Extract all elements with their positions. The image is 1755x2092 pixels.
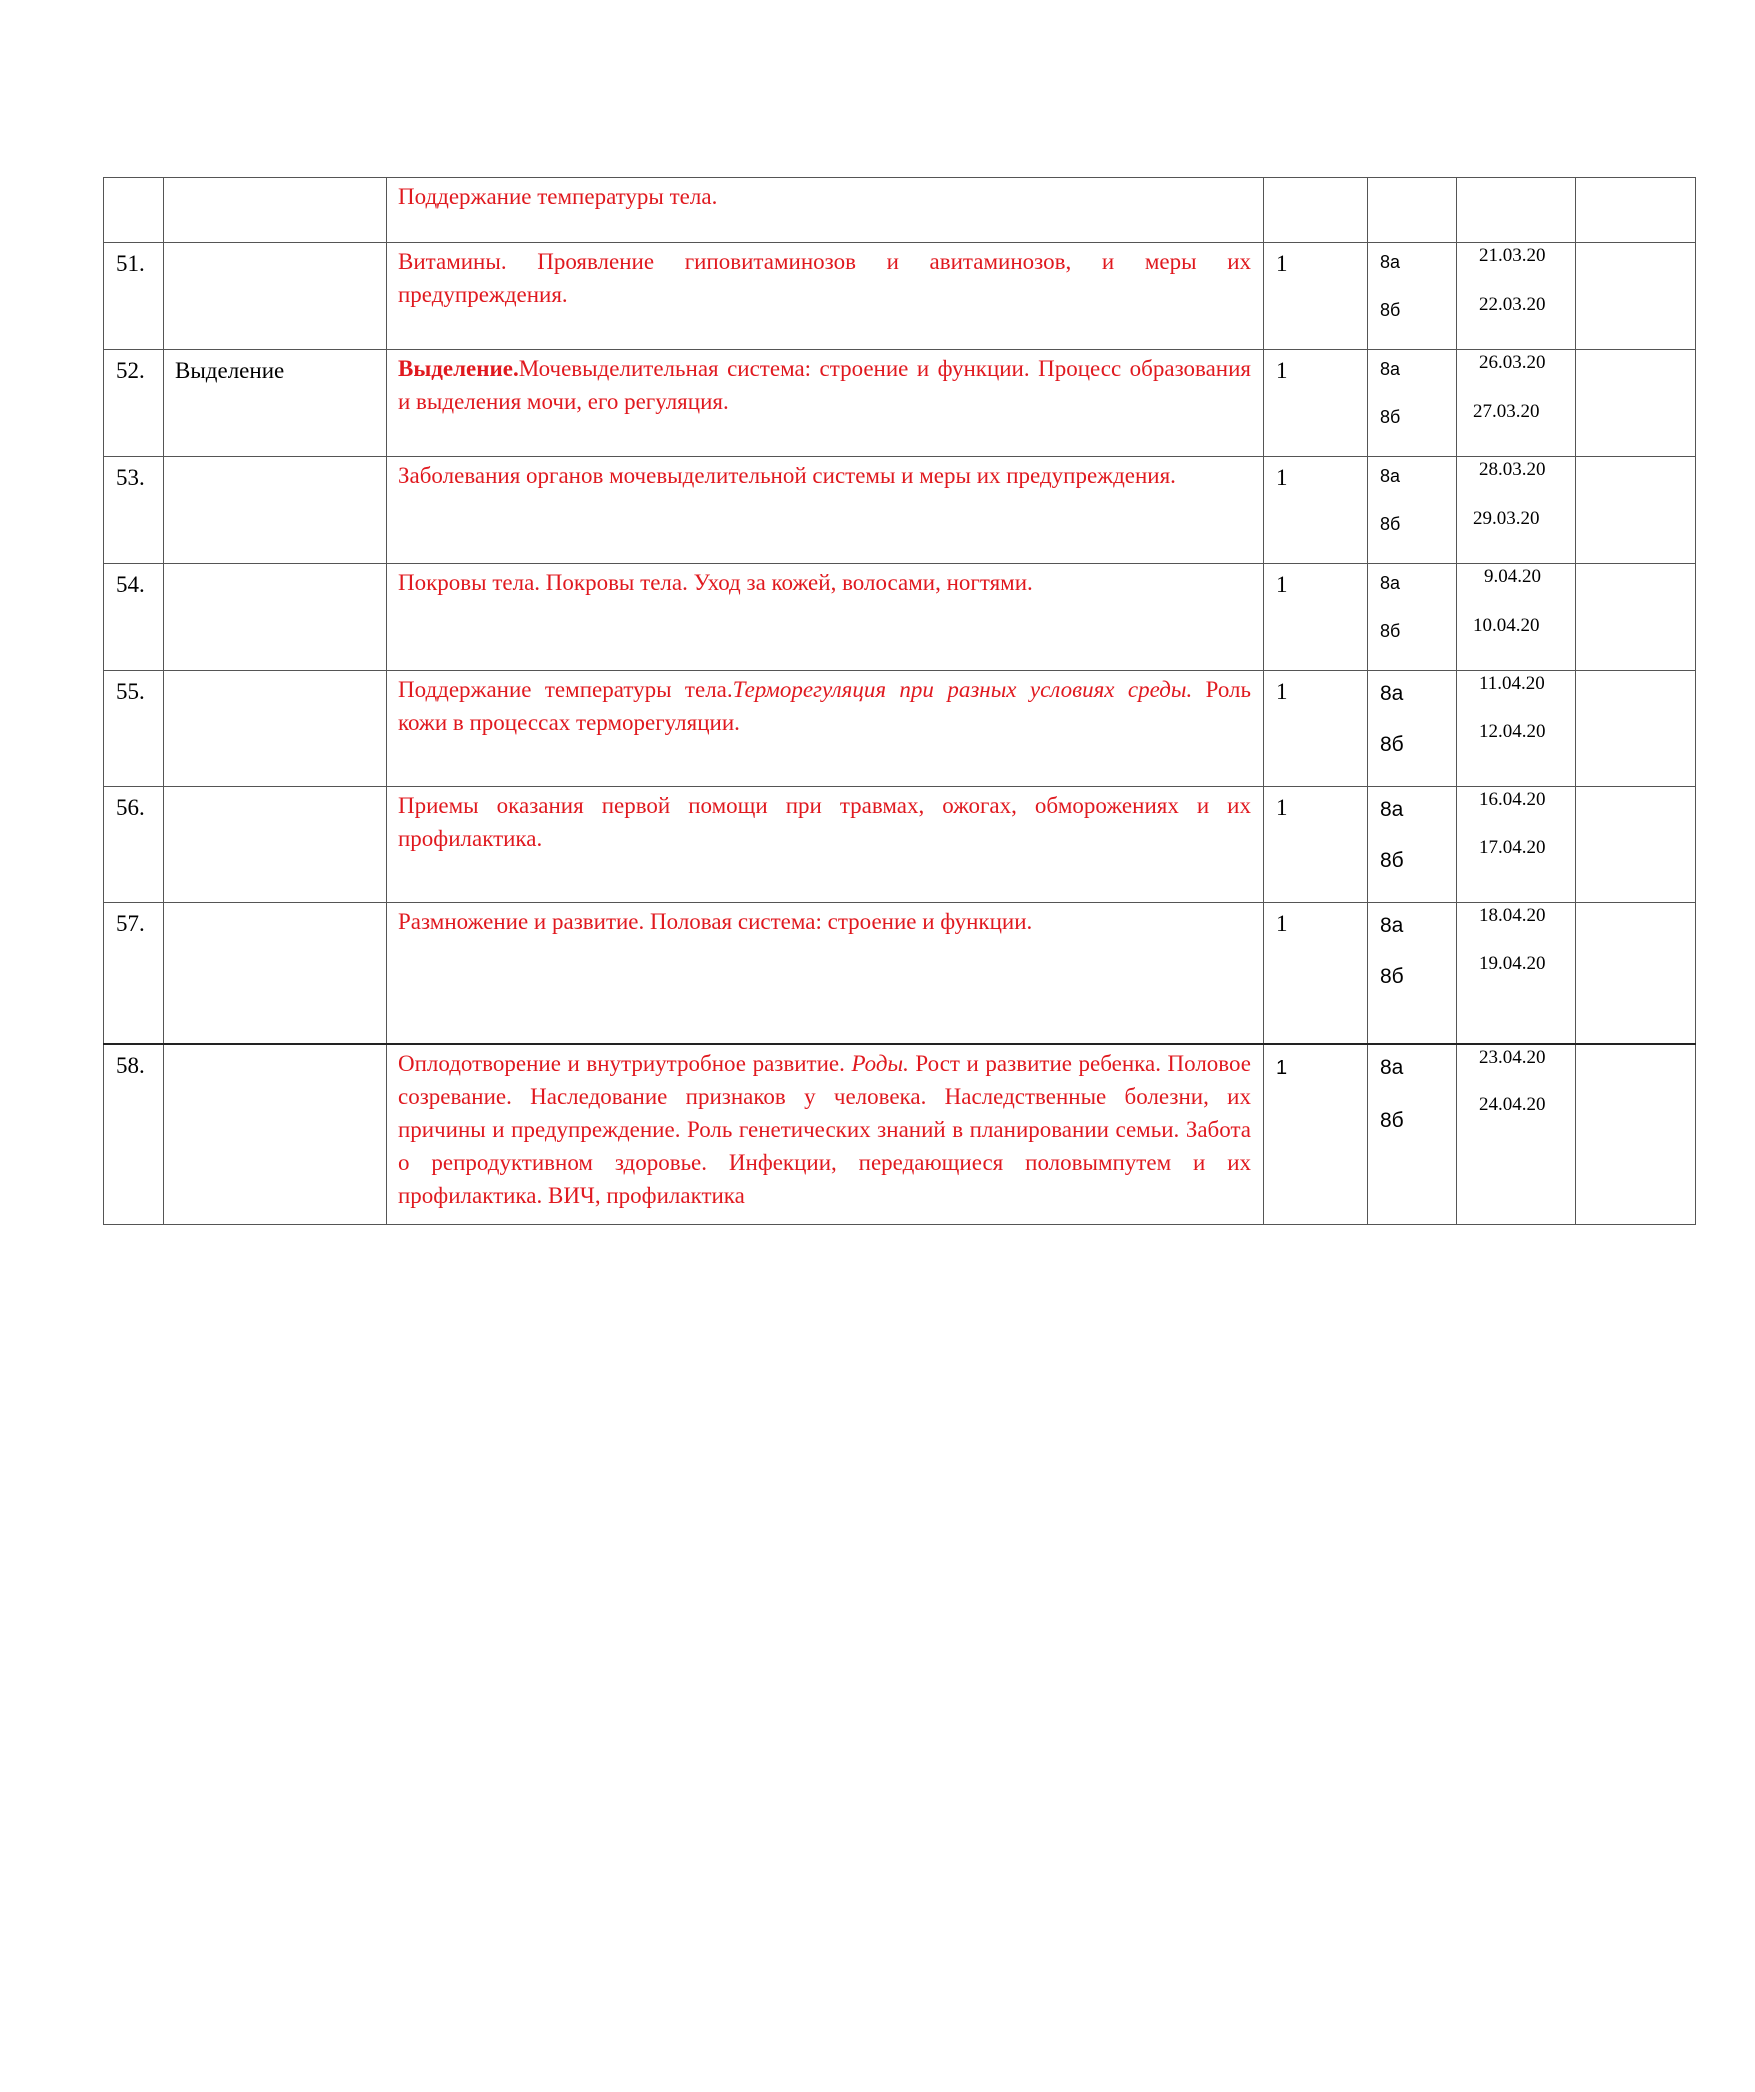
notes-cell: [1576, 350, 1696, 457]
lesson-topic: [387, 787, 1264, 903]
lesson-date: 10.04.20: [1473, 615, 1540, 636]
lesson-dates: [1457, 178, 1576, 243]
lesson-number: 53.: [104, 457, 164, 564]
lesson-date: 26.03.20: [1479, 352, 1546, 373]
class-label: 8б: [1380, 965, 1404, 988]
table-row: [104, 787, 1696, 903]
table-row: [104, 1044, 1696, 1225]
lesson-date: 27.03.20: [1473, 401, 1540, 422]
lesson-number: [104, 178, 164, 243]
class-label: 8б: [1380, 1109, 1404, 1132]
notes-cell: [1576, 564, 1696, 671]
class-label: 8б: [1380, 733, 1404, 756]
table-row: [104, 903, 1696, 1045]
topic-text: Приемы оказания первой помощи при травмах, ожогах, обморожениях и их профилактика.: [398, 793, 1251, 851]
class-label: 8а: [1380, 252, 1401, 272]
class-list: [1368, 350, 1457, 457]
section-name: [164, 457, 387, 564]
lesson-dates: [1457, 564, 1576, 671]
lesson-date: 23.04.20: [1479, 1047, 1546, 1068]
class-label: 8б: [1380, 407, 1401, 427]
class-list: [1368, 1044, 1457, 1225]
notes-cell: [1576, 671, 1696, 787]
topic-text: Терморегуляция при разных условиях среды.: [732, 677, 1193, 702]
hours-count: 1: [1264, 564, 1368, 671]
topic-text: Рост и развитие ребенка. Половое созревание. Наследование признаков у человека. Наследственные болезни, их причины и предупреждение. Роль генетических знаний в планировании семьи. Забота о репродуктивном здоровье. Инфекции, передающиеся половымпутем и их профилактика. ВИЧ, профилактика: [398, 1051, 1251, 1208]
class-label: 8а: [1380, 798, 1404, 821]
lesson-dates: [1457, 350, 1576, 457]
section-name: Выделение: [164, 350, 387, 457]
class-label: 8б: [1380, 300, 1401, 320]
class-list: [1368, 787, 1457, 903]
hours-count: 1: [1264, 1044, 1368, 1225]
lesson-date: 12.04.20: [1479, 721, 1546, 742]
lesson-number: 51.: [104, 243, 164, 350]
lesson-topic: [387, 903, 1264, 1045]
lesson-topic: [387, 457, 1264, 564]
lesson-topic: [387, 243, 1264, 350]
lesson-date: 29.03.20: [1473, 508, 1540, 529]
topic-text: Выделение.: [398, 356, 519, 381]
topic-text: Поддержание температуры тела.: [398, 184, 718, 209]
class-label: 8а: [1380, 914, 1404, 937]
class-label: 8а: [1380, 466, 1401, 486]
lesson-date: 18.04.20: [1479, 905, 1546, 926]
notes-cell: [1576, 178, 1696, 243]
section-name: [164, 243, 387, 350]
lesson-number: 56.: [104, 787, 164, 903]
section-name: [164, 564, 387, 671]
lesson-date: 9.04.20: [1484, 566, 1541, 587]
hours-count: 1: [1264, 350, 1368, 457]
hours-count: 1: [1264, 787, 1368, 903]
lesson-number: 52.: [104, 350, 164, 457]
hours-count: 1: [1264, 903, 1368, 1045]
topic-text: Мочевыделительная система: строение и функции. Процесс образования и выделения мочи, его регуляция.: [398, 356, 1251, 414]
lesson-dates: [1457, 243, 1576, 350]
table-row: [104, 350, 1696, 457]
lesson-date: 21.03.20: [1479, 245, 1546, 266]
table-row: [104, 564, 1696, 671]
lesson-topic: [387, 671, 1264, 787]
class-list: [1368, 903, 1457, 1045]
lesson-number: 55.: [104, 671, 164, 787]
class-list: [1368, 457, 1457, 564]
lesson-plan-table: [103, 177, 1696, 1225]
notes-cell: [1576, 243, 1696, 350]
topic-text: Поддержание температуры тела.: [398, 677, 733, 702]
section-name: [164, 178, 387, 243]
table-row: [104, 671, 1696, 787]
topic-text: Размножение и развитие. Половая система: строение и функции.: [398, 909, 1033, 934]
topic-text: Заболевания органов мочевыделительной системы и меры их предупреждения.: [398, 463, 1176, 488]
section-name: [164, 903, 387, 1045]
lesson-date: 19.04.20: [1479, 953, 1546, 974]
topic-text: Роды.: [851, 1051, 909, 1076]
notes-cell: [1576, 903, 1696, 1045]
hours-count: [1264, 178, 1368, 243]
lesson-topic: [387, 178, 1264, 243]
lesson-date: 17.04.20: [1479, 837, 1546, 858]
lesson-date: 16.04.20: [1479, 789, 1546, 810]
lesson-date: 28.03.20: [1479, 459, 1546, 480]
class-label: 8а: [1380, 1056, 1404, 1079]
lesson-date: 11.04.20: [1479, 673, 1545, 694]
section-name: [164, 1044, 387, 1225]
table-row: [104, 457, 1696, 564]
lesson-number: 57.: [104, 903, 164, 1045]
lesson-dates: [1457, 903, 1576, 1045]
class-label: 8б: [1380, 514, 1401, 534]
lesson-plan-body: [104, 178, 1696, 1225]
class-list: [1368, 671, 1457, 787]
class-label: 8а: [1380, 359, 1401, 379]
class-list: [1368, 243, 1457, 350]
notes-cell: [1576, 457, 1696, 564]
lesson-dates: [1457, 787, 1576, 903]
hours-count: 1: [1264, 457, 1368, 564]
lesson-topic: [387, 564, 1264, 671]
topic-text: Роль кожи в процессах терморегуляции.: [398, 677, 1252, 735]
notes-cell: [1576, 1044, 1696, 1225]
hours-count: 1: [1264, 243, 1368, 350]
class-list: [1368, 564, 1457, 671]
table-row: [104, 243, 1696, 350]
class-list: [1368, 178, 1457, 243]
class-label: 8а: [1380, 573, 1401, 593]
section-name: [164, 671, 387, 787]
lesson-date: 24.04.20: [1479, 1094, 1546, 1115]
hours-count: 1: [1264, 671, 1368, 787]
section-name: [164, 787, 387, 903]
topic-text: Витамины. Проявление гиповитаминозов и авитаминозов, и меры их предупреждения.: [398, 249, 1251, 307]
lesson-topic: [387, 1044, 1264, 1225]
table-row: [104, 178, 1696, 243]
lesson-dates: [1457, 457, 1576, 564]
lesson-topic: [387, 350, 1264, 457]
topic-text: Оплодотворение и внутриутробное развитие.: [398, 1051, 852, 1076]
lesson-dates: [1457, 671, 1576, 787]
class-label: 8а: [1380, 682, 1404, 705]
class-label: 8б: [1380, 621, 1401, 641]
notes-cell: [1576, 787, 1696, 903]
class-label: 8б: [1380, 849, 1404, 872]
lesson-number: 58.: [104, 1044, 164, 1225]
lesson-dates: [1457, 1044, 1576, 1225]
lesson-number: 54.: [104, 564, 164, 671]
lesson-date: 22.03.20: [1479, 294, 1546, 315]
topic-text: Покровы тела. Покровы тела. Уход за кожей, волосами, ногтями.: [398, 570, 1033, 595]
